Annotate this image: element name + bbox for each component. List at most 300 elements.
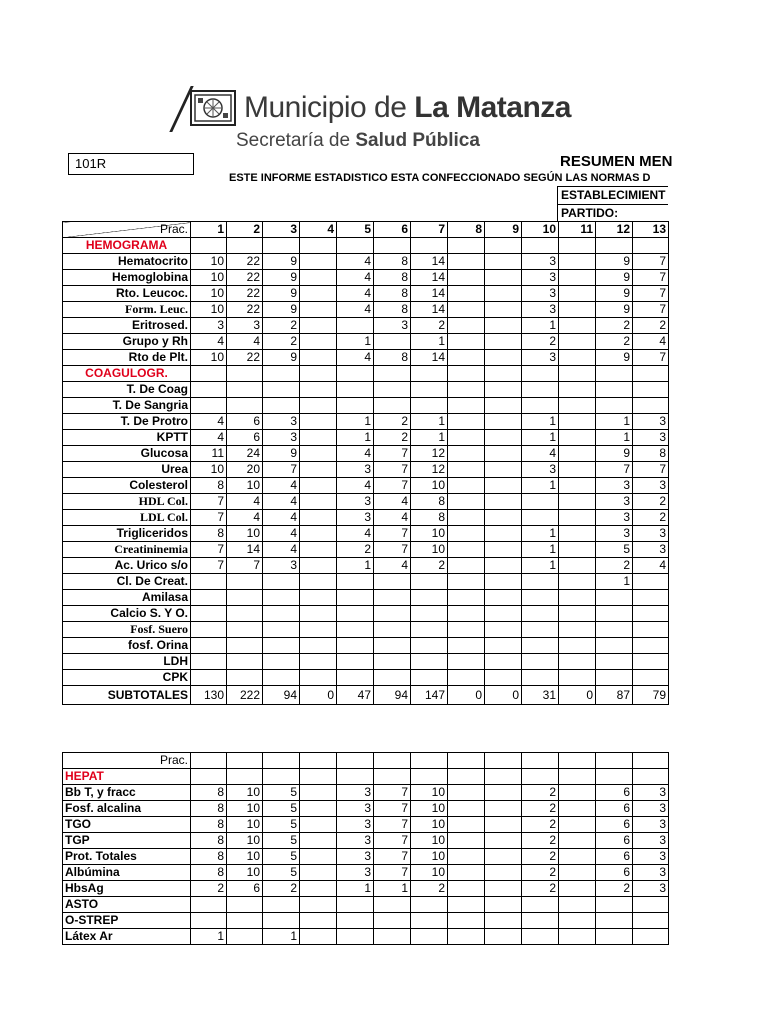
value-cell	[191, 897, 227, 913]
value-cell: 4	[263, 526, 300, 542]
value-cell	[596, 622, 633, 638]
value-cell: 7	[633, 254, 669, 270]
value-cell	[522, 913, 559, 929]
value-cell	[559, 670, 596, 686]
value-cell: 2	[411, 881, 448, 897]
value-cell	[559, 366, 596, 382]
value-cell	[411, 929, 448, 945]
practice-label: T. De Sangria	[63, 398, 191, 414]
value-cell: 2	[522, 334, 559, 350]
value-cell	[374, 638, 411, 654]
value-cell	[596, 606, 633, 622]
value-cell: 1	[522, 318, 559, 334]
value-cell	[300, 286, 337, 302]
value-cell: 11	[191, 446, 227, 462]
value-cell: 1	[522, 414, 559, 430]
value-cell	[411, 622, 448, 638]
table-row-hdl-col	[63, 494, 669, 510]
value-cell: 6	[596, 817, 633, 833]
table-row-l-tex-ar	[63, 929, 669, 945]
value-cell	[485, 318, 522, 334]
value-cell	[485, 849, 522, 865]
value-cell	[263, 382, 300, 398]
value-cell	[337, 318, 374, 334]
value-cell: 2	[522, 817, 559, 833]
table-row-fosf-orina	[63, 638, 669, 654]
value-cell	[448, 590, 485, 606]
prac-header-cell: Prac.	[63, 222, 191, 238]
value-cell: 3	[337, 462, 374, 478]
value-cell	[300, 574, 337, 590]
value-cell	[559, 929, 596, 945]
value-cell	[191, 769, 227, 785]
value-cell	[485, 478, 522, 494]
value-cell: 1	[522, 430, 559, 446]
practice-label: Fosf. Suero	[63, 622, 191, 638]
value-cell	[300, 622, 337, 638]
value-cell: 10	[227, 865, 263, 881]
value-cell	[374, 574, 411, 590]
value-cell: 3	[337, 817, 374, 833]
value-cell	[191, 574, 227, 590]
value-cell: 7	[633, 302, 669, 318]
value-cell	[522, 897, 559, 913]
value-cell	[263, 574, 300, 590]
value-cell: 2	[374, 414, 411, 430]
table-row-rto-leucoc	[63, 286, 669, 302]
column-header-1: 1	[191, 222, 227, 238]
value-cell	[448, 558, 485, 574]
value-cell	[448, 270, 485, 286]
value-cell	[448, 430, 485, 446]
table-row-hepat	[63, 769, 669, 785]
value-cell	[337, 929, 374, 945]
value-cell: 3	[633, 542, 669, 558]
value-cell	[633, 638, 669, 654]
value-cell: 6	[227, 414, 263, 430]
value-cell: 7	[633, 462, 669, 478]
value-cell: 0	[300, 686, 337, 705]
value-cell: 14	[411, 302, 448, 318]
value-cell: 22	[227, 286, 263, 302]
value-cell: 3	[227, 318, 263, 334]
value-cell	[227, 622, 263, 638]
value-cell	[300, 510, 337, 526]
table-row-cpk	[63, 670, 669, 686]
value-cell: 10	[411, 526, 448, 542]
value-cell	[448, 913, 485, 929]
value-cell	[596, 913, 633, 929]
value-cell: 2	[522, 833, 559, 849]
value-cell: 4	[227, 494, 263, 510]
value-cell	[559, 881, 596, 897]
value-cell	[448, 574, 485, 590]
value-cell	[596, 382, 633, 398]
value-cell: 1	[337, 558, 374, 574]
value-cell: 9	[596, 270, 633, 286]
value-cell	[485, 574, 522, 590]
value-cell: 4	[191, 334, 227, 350]
value-cell: 0	[559, 686, 596, 705]
table-row-eritrosed	[63, 318, 669, 334]
value-cell: 10	[191, 286, 227, 302]
value-cell: 8	[191, 849, 227, 865]
column-header-12	[596, 753, 633, 769]
value-cell	[300, 865, 337, 881]
value-cell	[522, 929, 559, 945]
practice-label: Albúmina	[63, 865, 191, 881]
value-cell: 0	[448, 686, 485, 705]
value-cell	[485, 382, 522, 398]
value-cell: 10	[191, 350, 227, 366]
value-cell	[448, 881, 485, 897]
value-cell: 4	[337, 302, 374, 318]
table-row-bb-t-y-fracc	[63, 785, 669, 801]
secretaria-subtitle	[236, 130, 480, 152]
value-cell	[374, 334, 411, 350]
value-cell: 1	[337, 334, 374, 350]
column-header-7: 7	[411, 222, 448, 238]
column-header-3	[263, 753, 300, 769]
value-cell	[485, 897, 522, 913]
value-cell	[559, 510, 596, 526]
value-cell	[448, 526, 485, 542]
value-cell	[522, 670, 559, 686]
value-cell: 3	[374, 318, 411, 334]
practice-label: TGO	[63, 817, 191, 833]
practices-table-2	[62, 752, 669, 945]
value-cell	[485, 638, 522, 654]
value-cell	[227, 638, 263, 654]
value-cell	[559, 833, 596, 849]
value-cell: 14	[411, 270, 448, 286]
value-cell	[337, 382, 374, 398]
value-cell: 1	[374, 881, 411, 897]
value-cell: 8	[191, 801, 227, 817]
value-cell: 8	[374, 302, 411, 318]
value-cell: 1	[411, 430, 448, 446]
column-header-6	[374, 753, 411, 769]
partido-label: PARTIDO:	[557, 204, 668, 222]
value-cell	[227, 398, 263, 414]
table-row-fosf-alcalina	[63, 801, 669, 817]
prac-header-cell: Prac.	[63, 753, 191, 769]
value-cell: 3	[633, 817, 669, 833]
seal-graphic	[192, 92, 234, 124]
value-cell: 5	[263, 817, 300, 833]
value-cell	[227, 913, 263, 929]
value-cell	[448, 414, 485, 430]
value-cell	[191, 382, 227, 398]
value-cell	[191, 654, 227, 670]
value-cell: 2	[633, 318, 669, 334]
value-cell	[411, 398, 448, 414]
value-cell	[633, 654, 669, 670]
value-cell	[633, 238, 669, 254]
value-cell	[448, 606, 485, 622]
value-cell	[411, 238, 448, 254]
value-cell	[448, 801, 485, 817]
value-cell: 10	[227, 526, 263, 542]
column-header-7	[411, 753, 448, 769]
value-cell	[300, 606, 337, 622]
value-cell	[300, 929, 337, 945]
value-cell: 3	[263, 430, 300, 446]
value-cell	[191, 606, 227, 622]
value-cell	[596, 670, 633, 686]
table-row-rto-de-plt	[63, 350, 669, 366]
value-cell	[559, 350, 596, 366]
value-cell	[448, 897, 485, 913]
value-cell	[559, 446, 596, 462]
value-cell	[448, 638, 485, 654]
value-cell	[633, 913, 669, 929]
value-cell: 10	[227, 801, 263, 817]
value-cell: 10	[411, 478, 448, 494]
value-cell: 10	[411, 542, 448, 558]
value-cell	[485, 670, 522, 686]
value-cell	[448, 382, 485, 398]
value-cell: 1	[337, 430, 374, 446]
value-cell	[411, 638, 448, 654]
value-cell	[559, 414, 596, 430]
value-cell: 9	[263, 270, 300, 286]
value-cell: 3	[633, 785, 669, 801]
value-cell: 3	[633, 833, 669, 849]
value-cell: 7	[191, 510, 227, 526]
value-cell	[522, 398, 559, 414]
value-cell: 4	[633, 558, 669, 574]
value-cell	[559, 526, 596, 542]
value-cell	[300, 398, 337, 414]
value-cell: 4	[263, 510, 300, 526]
value-cell: 9	[596, 286, 633, 302]
column-header-12: 12	[596, 222, 633, 238]
section-label: COAGULOGR.	[63, 366, 191, 382]
table-row-prot-totales	[63, 849, 669, 865]
value-cell: 5	[263, 865, 300, 881]
value-cell	[485, 606, 522, 622]
value-cell: 3	[596, 478, 633, 494]
value-cell	[522, 606, 559, 622]
value-cell: 4	[337, 270, 374, 286]
value-cell: 7	[374, 849, 411, 865]
value-cell: 8	[191, 526, 227, 542]
value-cell: 9	[596, 350, 633, 366]
table-row-cl-de-creat	[63, 574, 669, 590]
value-cell: 4	[191, 414, 227, 430]
value-cell: 22	[227, 270, 263, 286]
value-cell: 10	[227, 849, 263, 865]
value-cell	[300, 350, 337, 366]
column-header-5: 5	[337, 222, 374, 238]
table-row-urea	[63, 462, 669, 478]
value-cell	[522, 382, 559, 398]
value-cell	[227, 366, 263, 382]
value-cell: 3	[596, 510, 633, 526]
value-cell: 2	[411, 318, 448, 334]
practice-label: ASTO	[63, 897, 191, 913]
value-cell	[485, 833, 522, 849]
value-cell: 4	[337, 478, 374, 494]
value-cell	[522, 622, 559, 638]
practice-label: Látex Ar	[63, 929, 191, 945]
value-cell	[485, 526, 522, 542]
value-cell	[411, 897, 448, 913]
value-cell: 3	[337, 849, 374, 865]
value-cell: 6	[596, 849, 633, 865]
header-row	[63, 753, 669, 769]
value-cell: 130	[191, 686, 227, 705]
value-cell: 1	[337, 881, 374, 897]
value-cell	[485, 366, 522, 382]
value-cell: 7	[374, 785, 411, 801]
value-cell: 8	[191, 833, 227, 849]
value-cell	[448, 494, 485, 510]
value-cell	[227, 769, 263, 785]
column-header-8: 8	[448, 222, 485, 238]
value-cell: 10	[227, 478, 263, 494]
value-cell	[191, 670, 227, 686]
table-row-ldh	[63, 654, 669, 670]
value-cell: 1	[522, 478, 559, 494]
value-cell	[263, 654, 300, 670]
value-cell: 4	[522, 446, 559, 462]
value-cell	[337, 606, 374, 622]
value-cell: 8	[374, 270, 411, 286]
value-cell	[485, 334, 522, 350]
value-cell	[633, 670, 669, 686]
value-cell: 4	[227, 334, 263, 350]
value-cell	[559, 654, 596, 670]
value-cell	[485, 414, 522, 430]
value-cell: 3	[522, 286, 559, 302]
value-cell	[448, 510, 485, 526]
value-cell	[337, 654, 374, 670]
section-label: HEMOGRAMA	[63, 238, 191, 254]
column-header-1	[191, 753, 227, 769]
value-cell	[191, 638, 227, 654]
value-cell	[263, 769, 300, 785]
value-cell	[448, 785, 485, 801]
value-cell: 10	[191, 254, 227, 270]
report-note: ESTE INFORME ESTADISTICO ESTA CONFECCIONADO SEGÚN LAS NORMAS D	[229, 172, 651, 184]
value-cell: 10	[411, 801, 448, 817]
value-cell: 7	[374, 833, 411, 849]
value-cell	[559, 801, 596, 817]
value-cell	[559, 398, 596, 414]
practice-label: Grupo y Rh	[63, 334, 191, 350]
value-cell	[191, 913, 227, 929]
value-cell: 1	[263, 929, 300, 945]
column-header-3: 3	[263, 222, 300, 238]
value-cell: 10	[411, 849, 448, 865]
value-cell	[227, 382, 263, 398]
value-cell: 222	[227, 686, 263, 705]
column-header-9: 9	[485, 222, 522, 238]
value-cell	[300, 446, 337, 462]
value-cell	[374, 654, 411, 670]
practice-label: TGP	[63, 833, 191, 849]
value-cell	[191, 238, 227, 254]
value-cell: 10	[227, 785, 263, 801]
table-row-ac-urico-s-o	[63, 558, 669, 574]
value-cell: 1	[522, 542, 559, 558]
table-row-o-strep	[63, 913, 669, 929]
value-cell: 79	[633, 686, 669, 705]
column-header-10	[522, 753, 559, 769]
value-cell	[411, 366, 448, 382]
value-cell: 3	[633, 526, 669, 542]
value-cell: 4	[263, 542, 300, 558]
table-row-hemograma	[63, 238, 669, 254]
value-cell	[559, 638, 596, 654]
practice-label: Colesterol	[63, 478, 191, 494]
value-cell	[191, 366, 227, 382]
value-cell	[337, 670, 374, 686]
value-cell	[448, 334, 485, 350]
secretaria-name: Salud Pública	[355, 130, 480, 151]
value-cell: 8	[633, 446, 669, 462]
table-row-creatininemia	[63, 542, 669, 558]
practice-label: T. De Coag	[63, 382, 191, 398]
value-cell: 147	[411, 686, 448, 705]
value-cell: 3	[633, 478, 669, 494]
practice-label: Rto. Leucoc.	[63, 286, 191, 302]
column-header-2: 2	[227, 222, 263, 238]
value-cell	[300, 382, 337, 398]
value-cell: 5	[596, 542, 633, 558]
value-cell: 4	[337, 286, 374, 302]
header-row	[63, 222, 669, 238]
column-header-4: 4	[300, 222, 337, 238]
value-cell	[559, 542, 596, 558]
value-cell: 0	[485, 686, 522, 705]
value-cell	[485, 398, 522, 414]
value-cell: 8	[191, 785, 227, 801]
table-row-coagulogr	[63, 366, 669, 382]
value-cell	[633, 574, 669, 590]
value-cell	[485, 801, 522, 817]
value-cell: 2	[633, 494, 669, 510]
value-cell: 2	[263, 334, 300, 350]
value-cell: 1	[596, 414, 633, 430]
value-cell: 3	[633, 414, 669, 430]
value-cell	[559, 785, 596, 801]
value-cell: 6	[596, 801, 633, 817]
value-cell: 3	[522, 254, 559, 270]
column-header-10: 10	[522, 222, 559, 238]
value-cell: 1	[596, 574, 633, 590]
value-cell: 24	[227, 446, 263, 462]
value-cell	[448, 350, 485, 366]
value-cell: 8	[411, 510, 448, 526]
value-cell	[263, 638, 300, 654]
table-row-ldl-col	[63, 510, 669, 526]
value-cell	[263, 897, 300, 913]
value-cell: 2	[522, 881, 559, 897]
value-cell	[337, 590, 374, 606]
table-row-hemoglobina	[63, 270, 669, 286]
value-cell	[559, 849, 596, 865]
value-cell	[448, 542, 485, 558]
value-cell	[448, 462, 485, 478]
value-cell	[300, 558, 337, 574]
value-cell	[411, 606, 448, 622]
value-cell: 1	[596, 430, 633, 446]
value-cell: 10	[191, 462, 227, 478]
value-cell	[522, 638, 559, 654]
